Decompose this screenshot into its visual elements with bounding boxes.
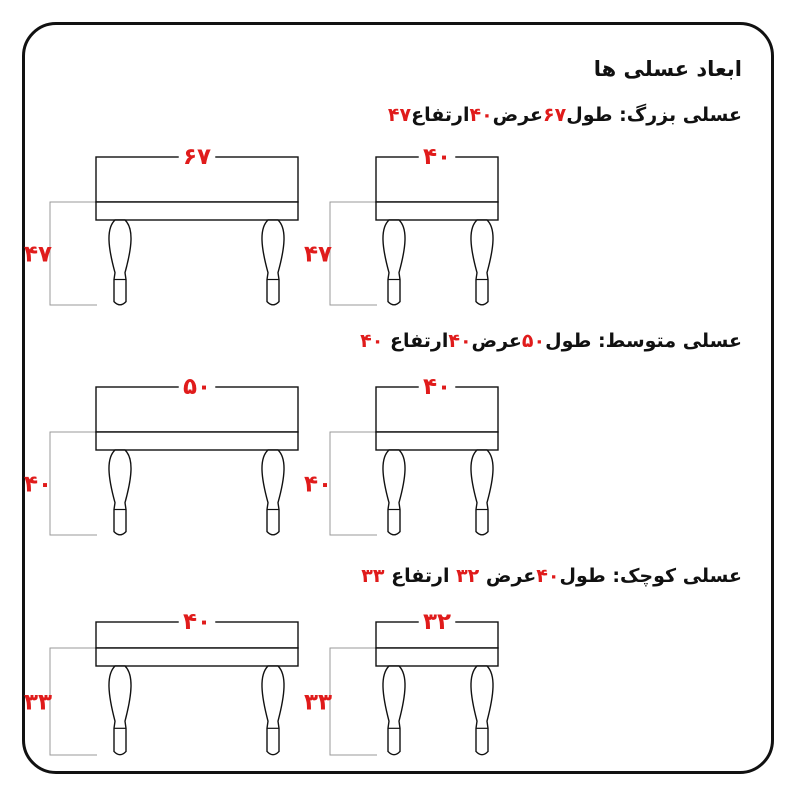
table-2-front-height-label: ۴۰ — [23, 471, 53, 498]
table-2-side — [304, 374, 498, 535]
table-3-side-apron — [376, 648, 498, 666]
table-3-side-width-label: ۳۲ — [422, 609, 452, 635]
table-2-side-leg-2 — [471, 450, 493, 535]
spec-small-width: ۳۲ — [456, 565, 480, 587]
table-3-side-height-label: ۳۳ — [303, 689, 333, 716]
table-2-front — [24, 374, 298, 535]
table-3-front-height-bracket — [50, 648, 97, 755]
table-3-front-apron — [96, 648, 298, 666]
table-3-side-height-bracket — [330, 648, 377, 755]
table-3-side-leg-1 — [383, 666, 405, 755]
table-3-front-leg-2 — [262, 666, 284, 755]
table-1-front-width-label: ۶۷ — [182, 144, 212, 170]
table-3-side — [304, 609, 498, 755]
spec-large-height: ۴۷ — [387, 104, 412, 126]
table-2-side-leg-1 — [383, 450, 405, 535]
table-2-side-height-bracket — [330, 432, 377, 535]
table-1-front-leg-1 — [109, 220, 131, 305]
table-2-front-apron — [96, 432, 298, 450]
table-1-front — [24, 144, 298, 305]
table-2-side-width-label: ۴۰ — [422, 374, 452, 400]
table-1-side-apron — [376, 202, 498, 220]
table-1-side-leg-1 — [383, 220, 405, 305]
table-2-front-height-bracket — [50, 432, 97, 535]
spec-medium-width: ۴۰ — [448, 330, 472, 352]
table-3-front-height-label: ۳۳ — [23, 689, 53, 716]
spec-small-height: ۳۳ — [361, 565, 385, 587]
table-1-front-leg-2 — [262, 220, 284, 305]
table-3-front — [24, 609, 298, 755]
table-1-front-height-bracket — [50, 202, 97, 305]
spec-large: عسلی بزرگ: طول۶۷عرض۴۰ارتفاع۴۷ — [387, 104, 742, 126]
table-2-side-height-label: ۴۰ — [303, 471, 333, 498]
table-1-side-width-label: ۴۰ — [422, 144, 452, 170]
table-1-front-apron — [96, 202, 298, 220]
table-3-front-width-label: ۴۰ — [182, 609, 212, 635]
table-3-front-leg-1 — [109, 666, 131, 755]
spec-small-length: ۴۰ — [536, 565, 560, 587]
spec-large-width: ۴۰ — [469, 104, 493, 126]
table-2-side-apron — [376, 432, 498, 450]
table-1-side — [304, 144, 498, 305]
table-1-front-height-label: ۴۷ — [23, 241, 53, 268]
table-2-front-leg-1 — [109, 450, 131, 535]
table-1-side-leg-2 — [471, 220, 493, 305]
table-1-side-height-label: ۴۷ — [303, 241, 333, 268]
spec-large-length: ۶۷ — [543, 104, 567, 126]
spec-small: عسلی کوچک: طول۴۰عرض ۳۲ ارتفاع ۳۳ — [361, 565, 742, 587]
spec-medium: عسلی متوسط: طول۵۰عرض۴۰ارتفاع ۴۰ — [360, 330, 742, 352]
spec-medium-length: ۵۰ — [521, 330, 546, 352]
table-3-side-leg-2 — [471, 666, 493, 755]
page-title: ابعاد عسلی ها — [593, 57, 742, 81]
table-1-side-height-bracket — [330, 202, 377, 305]
spec-medium-height: ۴۰ — [360, 330, 384, 352]
table-2-front-leg-2 — [262, 450, 284, 535]
table-2-front-width-label: ۵۰ — [182, 374, 212, 400]
